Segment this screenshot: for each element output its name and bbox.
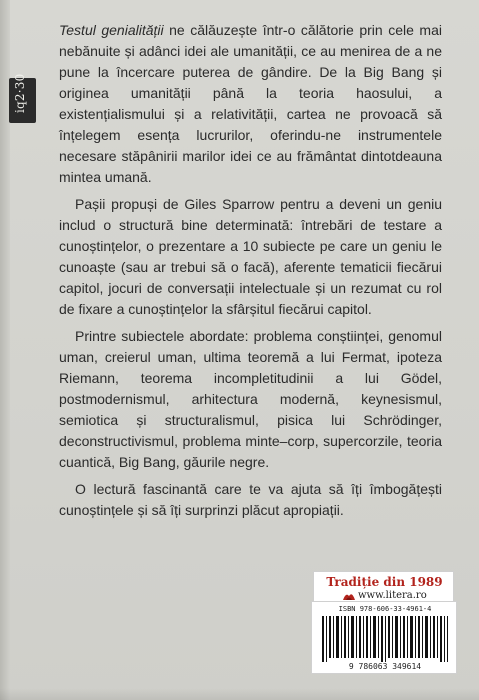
blurb-paragraph-1 (59, 20, 442, 188)
blurb-paragraph-3: Printre subiectele abordate: problema conștiinței, genomul uman, creierul uman, ultima teoremă a lui Fermat, ipoteza Riemann, teorema incompletitudinii a lui Gödel, postmodernismul, arhitectura modernă, keynesismul, semiotica și structuralismul, pisica lui Schrödinger, deconstructivismul, problema minte–corp, supercorzile, teoria cuantică, Big Bang, găurile negre. (59, 328, 442, 470)
publisher-sticker (313, 571, 454, 604)
isbn-text: ISBN 978-606-33-4961-4 (338, 605, 432, 613)
book-title-inline: Testul genialității (59, 22, 164, 38)
blurb-paragraph-2: Pașii propuși de Giles Sparrow pentru a deveni un geniu includ o structură bine determinată: întrebări de testare a cunoștințelor, o prezentare a 10 subiecte pe care un geniu le cunoaște (sau ar trebui să o facă), aferente tematicii fiecărui capitol, jocuri de conversații intelectuale și un rezumat cu rol de fixare a cunoștințelor la sfârșitul fiecărui capitol. (59, 196, 442, 317)
barcode-bars (322, 616, 448, 662)
publisher-tagline: Tradiție din 1989 (326, 575, 443, 589)
cover-bottom-shadow (0, 688, 479, 700)
barcode-label (311, 601, 457, 674)
barcode-number: 9 786063 349614 (348, 662, 422, 671)
book-blurb (59, 20, 442, 527)
iq-badge-text: iq2·30 (13, 73, 27, 113)
blurb-paragraph-4: O lectură fascinantă care te va ajuta să îți îmbogățești cunoștințele și să îți surprinzi plăcut apropiații. (59, 481, 442, 518)
barcode-icon (322, 616, 448, 662)
blurb-paragraph-1-text: ne călăuzește într-o călătorie prin cele mai nebănuite și adânci idei ale umanității, ce au menirea de a ne pune la încercare puterea de gândire. De la Big Bang și originea umanității până la teoria haosului, a existențialismului și a relativității, cartea ne provoacă să înțelegem esența lucrurilor, oferindu-ne instrumentele necesare stăpânirii marilor idei ce au frământat dintotdeauna mintea umană. (59, 22, 442, 185)
publisher-url: www.litera.ro (358, 590, 427, 601)
